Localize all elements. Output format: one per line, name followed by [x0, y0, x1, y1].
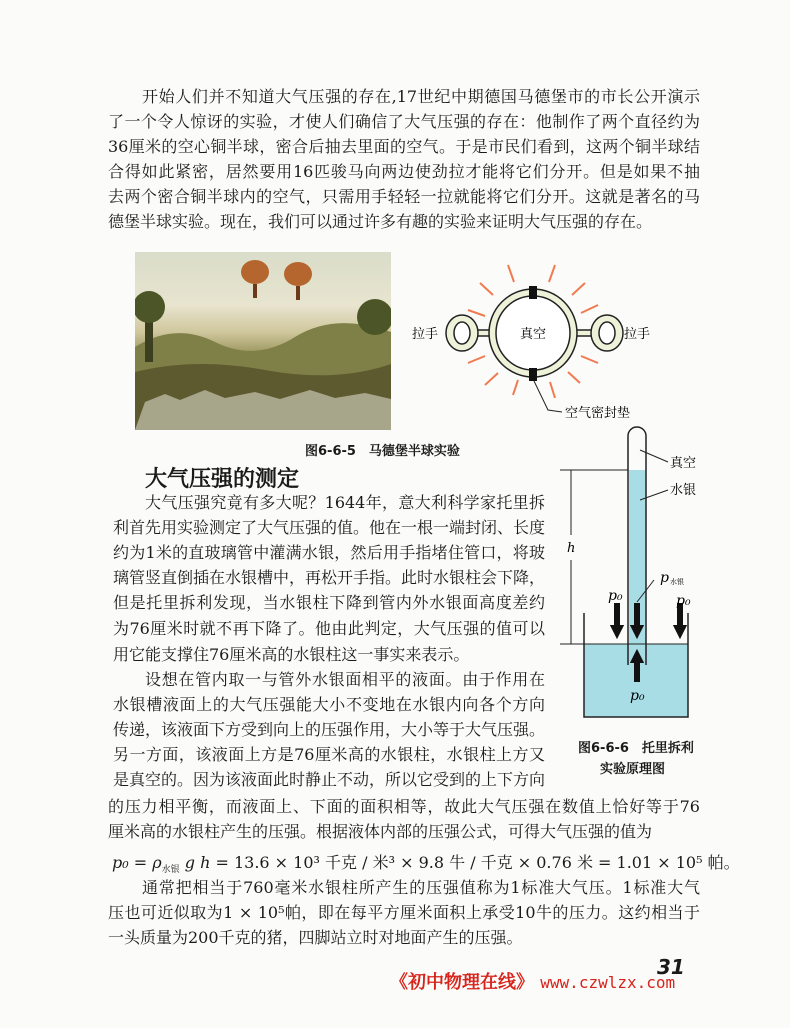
- text-line: 德堡半球实验。现在，我们可以通过许多有趣的实验来证明大气压强的存在。: [108, 212, 653, 231]
- text-line: 压也可近似取为1 × 10⁵帕，即在每平方厘米面积上承受10牛的压力。这约相当于: [108, 903, 700, 922]
- seal-label: 空气密封垫: [565, 406, 631, 421]
- section-heading: 大气压强的测定: [145, 467, 300, 492]
- figure-caption-6-6-6: 图6-6-6 托里拆利: [578, 741, 694, 756]
- text-line: 利首先用实验测定了大气压强的值。他在一根一端封闭、长度: [113, 518, 546, 537]
- formula-subscript: 水银: [161, 865, 180, 876]
- figure-caption-6-6-5: 图6-6-5 马德堡半球实验: [305, 444, 460, 459]
- vacuum-label: 真空: [670, 456, 697, 471]
- formula-rhs: = 13.6 × 10³ 千克 / 米³ × 9.8 牛 / 千克 × 0.76 米 = 1.01 × 10⁵ 帕。: [210, 853, 740, 872]
- formula-lhs: p₀ = ρ: [112, 853, 162, 872]
- text-line: 去两个密合铜半球内的空气，只需用手轻轻一拉就能将它们分开。这就是著名的马: [108, 187, 700, 206]
- footer-url[interactable]: www.czwlzx.com: [540, 973, 676, 992]
- text-line: 设想在管内取一与管外水银面相平的液面。由于作用在: [145, 670, 545, 689]
- text-line: 了一个令人惊讶的实验，才使人们确信了大气压强的存在：他制作了两个直径约为: [108, 112, 700, 131]
- p0-right-label: p₀: [676, 593, 691, 609]
- text-line: 水银槽液面上的大气压强能大小不变地在水银内向各个方向: [113, 695, 545, 714]
- torricelli-diagram: [550, 420, 730, 740]
- text-line: 大气压强究竟有多大呢？1644年，意大利科学家托里拆: [145, 493, 545, 512]
- magdeburg-painting: [135, 252, 391, 430]
- footer-watermark: [390, 968, 675, 994]
- text-line: 厘米高的水银柱产生的压强。根据液体内部的压强公式，可得大气压强的值为: [108, 822, 653, 841]
- text-line: 开始人们并不知道大气压强的存在,17世纪中期德国马德堡市的市长公开演示: [142, 87, 700, 106]
- page-number: 31: [657, 955, 685, 979]
- handle-label-left: 拉手: [412, 327, 439, 342]
- formula-gh: g h: [179, 853, 211, 872]
- text-line: 合得如此紧密，居然要用16匹骏马向两边使劲拉才能将它们分开。但是如果不抽: [108, 162, 700, 181]
- text-line: 传递，该液面下方受到向上的压强作用，大小等于大气压强。: [113, 720, 546, 739]
- text-line: 的压力相平衡，而液面上、下面的面积相等，故此大气压强在数值上恰好等于76: [108, 797, 700, 816]
- pressure-formula: [112, 850, 740, 875]
- p0-left-label: p₀: [608, 588, 623, 604]
- text-line: 一头质量为200千克的猪，四脚站立时对地面产生的压强。: [108, 928, 523, 947]
- text-line: 通常把相当于760毫米水银柱所产生的压强值称为1标准大气压。1标准大气: [142, 878, 700, 897]
- text-line: 但是托里拆利发现，当水银柱下降到管内外水银面高度差约: [113, 593, 545, 612]
- figure-caption-6-6-6-line2: 实验原理图: [600, 762, 666, 777]
- text-line: 36厘米的空心铜半球，密合后抽去里面的空气。于是市民们看到，这两个铜半球结: [108, 137, 700, 156]
- text-line: 是真空的。因为该液面此时静止不动，所以它受到的上下方向: [113, 770, 546, 789]
- hemisphere-diagram: [400, 250, 720, 430]
- p-mercury-subscript: 水银: [670, 578, 684, 586]
- text-line: 约为1米的直玻璃管中灌满水银，然后用手指堵住管口，将玻: [113, 543, 545, 562]
- handle-label-right: 拉手: [624, 327, 651, 342]
- mercury-label: 水银: [670, 483, 697, 498]
- p0-bottom-label: p₀: [630, 688, 645, 704]
- seal-top: [529, 286, 537, 299]
- text-line: 璃管竖直倒插在水银槽中，再松开手指。此时水银柱会下降，: [113, 568, 546, 587]
- text-line: 另一方面，该液面上方是76厘米高的水银柱，水银柱上方又: [113, 745, 545, 764]
- text-line: 用它能支撑住76厘米高的水银柱这一事实来表示。: [113, 645, 470, 664]
- height-label: h: [567, 541, 576, 556]
- seal-bottom: [529, 368, 537, 381]
- footer-site-name: 《初中物理在线》: [390, 972, 534, 993]
- vacuum-label: 真空: [519, 327, 547, 342]
- p-mercury-label: p: [660, 570, 669, 586]
- text-line: 为76厘米时就不再下降了。他由此判定，大气压强的值可以: [113, 619, 545, 638]
